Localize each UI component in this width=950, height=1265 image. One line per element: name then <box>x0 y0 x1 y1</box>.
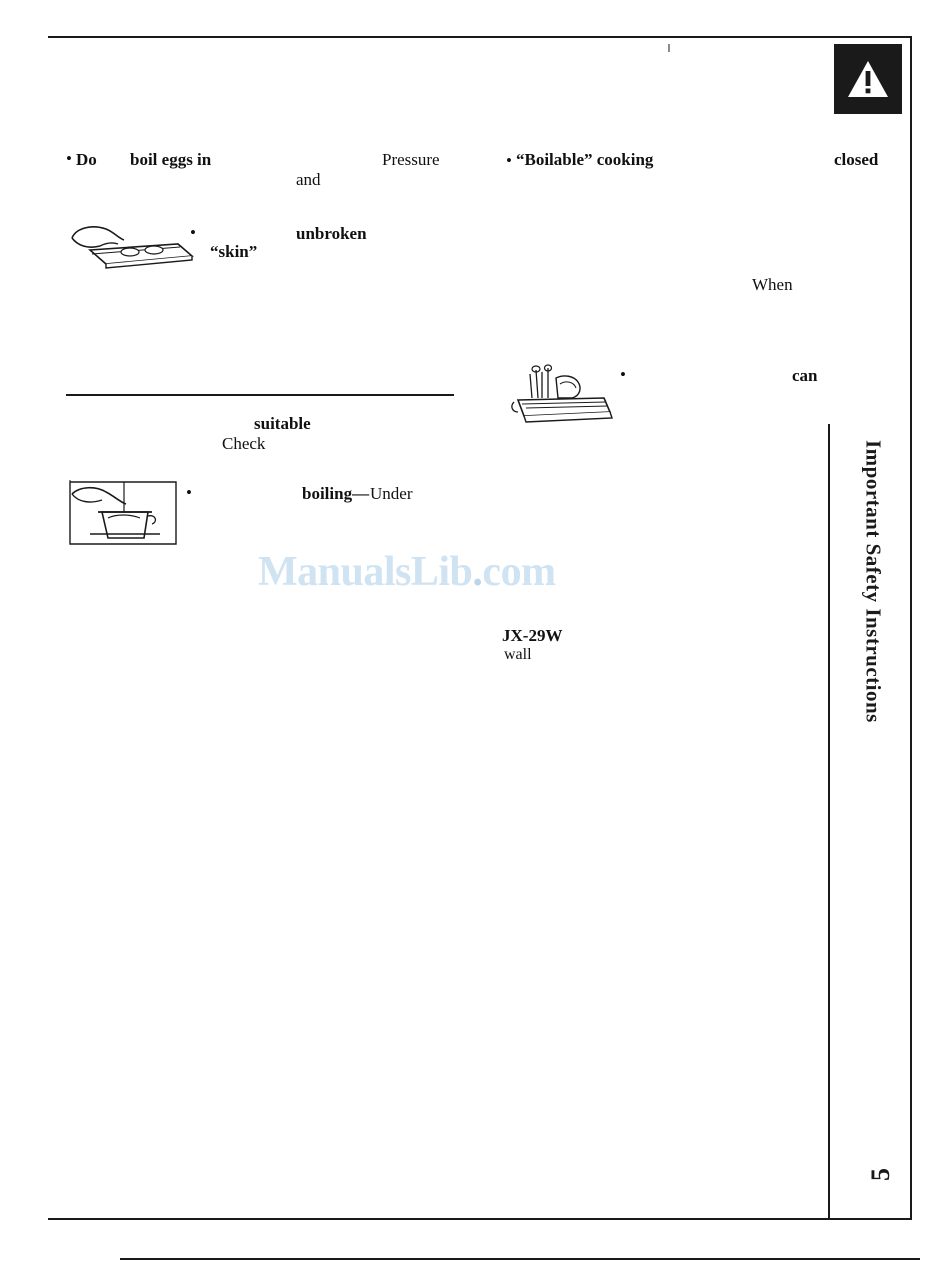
hand-stirring-pot-icon <box>66 478 182 562</box>
left-item2-word-unbroken: unbroken <box>296 224 367 243</box>
right-item2-word-when: When <box>752 275 793 294</box>
bottom-rule <box>48 1218 912 1220</box>
left-column-divider <box>66 394 454 396</box>
watermark-part1: ManualsLib <box>258 549 473 595</box>
left-item3-word-check: Check <box>222 434 266 453</box>
watermark-dot: . <box>472 549 483 595</box>
outer-bottom-rule <box>120 1258 920 1260</box>
side-tab-label: Important Safety Instructions <box>861 440 886 723</box>
registration-tick <box>668 44 670 52</box>
left-item4-word-boiling: boiling— <box>302 484 370 503</box>
page-number: 5 <box>866 1168 895 1181</box>
right-item4-model-number: JX-29W <box>502 626 563 645</box>
right-item1-word-boilable: “Boilable” cooking <box>516 150 654 169</box>
left-item1-word-boil-eggs: boil eggs in <box>130 150 212 169</box>
side-tab <box>838 440 908 860</box>
right-item4-word-wall: wall <box>504 646 532 663</box>
left-item2-bullet: • <box>190 223 196 242</box>
left-item1-word-do: Do <box>76 150 97 169</box>
side-tab-rule <box>828 424 830 1218</box>
warning-triangle-icon <box>834 44 902 114</box>
left-item1-bullet: • <box>66 149 72 168</box>
right-item3-word-can: can <box>792 366 818 385</box>
watermark <box>258 548 556 596</box>
right-item1-bullet: • <box>506 151 512 170</box>
right-item1-word-closed: closed <box>834 150 879 169</box>
right-rule <box>910 36 912 1220</box>
dish-rack-with-utensils-icon <box>508 360 620 432</box>
left-item4-bullet: • <box>186 483 192 502</box>
right-item3-bullet: • <box>620 365 626 384</box>
hand-with-egg-tray-icon <box>66 216 196 272</box>
left-item3-word-suitable: suitable <box>254 414 311 433</box>
left-item4-word-under: Under <box>370 484 413 503</box>
left-item2-word-skin: “skin” <box>210 242 258 261</box>
left-item1-word-and: and <box>296 170 321 189</box>
left-item1-word-pressure: Pressure <box>382 150 440 169</box>
top-rule <box>48 36 912 38</box>
watermark-part2: com <box>482 549 556 595</box>
